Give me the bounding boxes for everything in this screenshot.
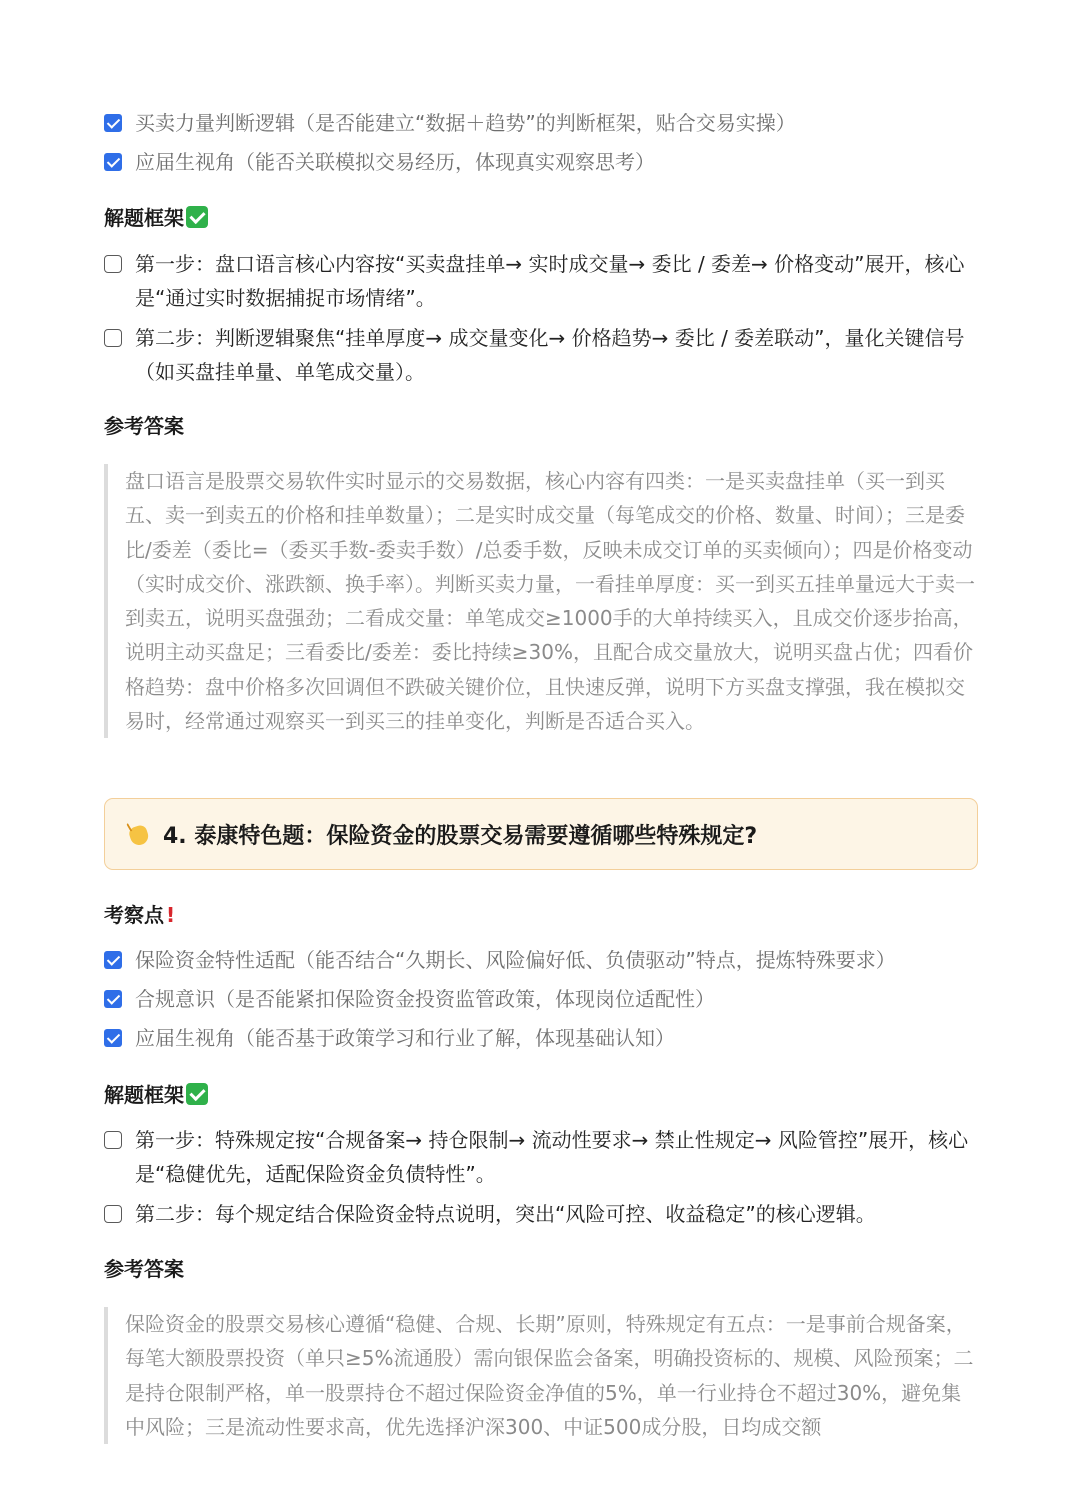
answer-heading: 参考答案 [104,1257,184,1281]
points-heading-text: 考察点 [104,903,164,927]
framework-steps-list [104,1123,978,1231]
checked-checkbox-icon[interactable] [104,1029,122,1047]
checklist-item-text: 应届生视角（能否基于政策学习和行业了解，体现基础认知） [135,1026,675,1050]
check-mark-icon [186,1083,208,1105]
checklist-item-text: 保险资金特性适配（能否结合“久期长、风险偏好低、负债驱动”特点，提炼特殊要求） [135,948,896,972]
exam-points-list [104,943,978,1060]
exam-points-list [104,106,978,184]
unchecked-checkbox-icon[interactable] [104,329,122,347]
checklist-item[interactable] [104,1197,978,1231]
framework-heading-text: 解题框架 [104,206,184,230]
checklist-item-text: 第一步：特殊规定按“合规备案→ 持仓限制→ 流动性要求→ 禁止性规定→ 风险管控”展开，核心是“稳健优先，适配保险资金负债特性”。 [135,1128,969,1186]
checklist-item[interactable] [104,247,978,315]
checklist-item[interactable] [104,943,978,982]
points-heading [104,900,978,930]
answer-text: 保险资金的股票交易核心遵循“稳健、合规、长期”原则，特殊规定有五点：一是事前合规备案，每笔大额股票投资（单只≥5%流通股）需向银保监会备案，明确投资标的、规模、风险预案；二是持仓限制严格，单一股票持仓不超过保险资金净值的5%，单一行业持仓不超过30%，避免集中风险；三是流动性要求高，优先选择沪深300、中证500成分股，日均成交额 [125,1312,974,1439]
checklist-item-text: 第一步：盘口语言核心内容按“买卖盘挂单→ 实时成交量→ 委比 / 委差→ 价格变动”展开，核心是“通过实时数据捕捉市场情绪”。 [135,252,965,310]
checked-checkbox-icon[interactable] [104,153,122,171]
exclamation-icon: ! [166,903,176,927]
check-mark-icon [186,206,208,228]
answer-quote [104,464,978,738]
checked-checkbox-icon[interactable] [104,114,122,132]
waving-hand-icon [127,821,153,847]
checklist-item-text: 合规意识（是否能紧扣保险资金投资监管政策，体现岗位适配性） [135,987,715,1011]
checklist-item[interactable] [104,106,978,145]
question-callout [104,798,978,870]
checklist-item[interactable] [104,145,978,184]
checklist-item[interactable] [104,982,978,1021]
unchecked-checkbox-icon[interactable] [104,1131,122,1149]
checklist-item-text: 买卖力量判断逻辑（是否能建立“数据＋趋势”的判断框架，贴合交易实操） [135,111,796,135]
checklist-item-text: 第二步：每个规定结合保险资金特点说明，突出“风险可控、收益稳定”的核心逻辑。 [135,1202,876,1226]
checklist-item[interactable] [104,1123,978,1191]
question-title: 4. 泰康特色题：保险资金的股票交易需要遵循哪些特殊规定? [163,823,758,849]
answer-quote [104,1307,978,1444]
checked-checkbox-icon[interactable] [104,990,122,1008]
checklist-item[interactable] [104,321,978,389]
framework-steps-list [104,247,978,389]
framework-heading [104,1080,978,1110]
answer-text: 盘口语言是股票交易软件实时显示的交易数据，核心内容有四类：一是买卖盘挂单（买一到买五、卖一到卖五的价格和挂单数量）；二是实时成交量（每笔成交的价格、数量、时间）；三是委比/委差（委比=（委买手数-委卖手数）/总委手数，反映未成交订单的买卖倾向）；四是价格变动（实时成交价、涨跌额、换手率）。判断买卖力量，一看挂单厚度：买一到买五挂单量远大于卖一到卖五，说明买盘强劲；二看成交量：单笔成交≥1000手的大单持续买入，且成交价逐步抬高，说明主动买盘足；三看委比/委差：委比持续≥30%，且配合成交量放大，说明买盘占优；四看价格趋势：盘中价格多次回调但不跌破关键价位，且快速反弹，说明下方买盘支撑强，我在模拟交易时，经常通过观察买一到买三的挂单变化，判断是否适合买入。 [125,469,975,734]
checklist-item-text: 第二步：判断逻辑聚焦“挂单厚度→ 成交量变化→ 价格趋势→ 委比 / 委差联动”，量化关键信号（如买盘挂单量、单笔成交量）。 [135,326,965,384]
checklist-item-text: 应届生视角（能否关联模拟交易经历，体现真实观察思考） [135,150,655,174]
framework-heading [104,203,978,233]
framework-heading-text: 解题框架 [104,1083,184,1107]
answer-heading: 参考答案 [104,414,184,438]
checked-checkbox-icon[interactable] [104,951,122,969]
checklist-item[interactable] [104,1021,978,1060]
unchecked-checkbox-icon[interactable] [104,1205,122,1223]
unchecked-checkbox-icon[interactable] [104,255,122,273]
